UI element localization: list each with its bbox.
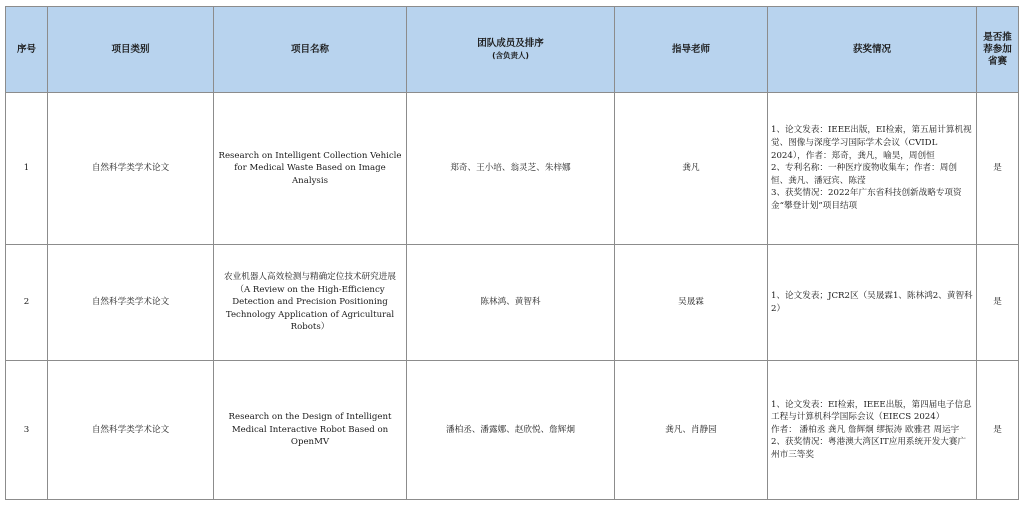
cell-members: 陈林鸿、黄智科 <box>407 245 615 361</box>
cell-advisor: 龚凡、肖静园 <box>615 361 768 500</box>
cell-name: Research on the Design of Intelligent Medical Interactive Robot Based on OpenMV <box>214 361 407 500</box>
cell-awards <box>768 361 977 500</box>
cell-category: 自然科学类学术论文 <box>48 245 214 361</box>
cell-recommend: 是 <box>977 93 1019 245</box>
cell-name: Research on Intelligent Collection Vehicle for Medical Waste Based on Image Analysis <box>214 93 407 245</box>
cell-recommend: 是 <box>977 245 1019 361</box>
header-index: 序号 <box>6 7 48 93</box>
cell-recommend: 是 <box>977 361 1019 500</box>
header-recommend: 是否推荐参加省赛 <box>977 7 1019 93</box>
table-row <box>6 93 1019 245</box>
awards-line: 1、论文发表：IEEE出版，EI检索，第五届计算机视觉、图像与深度学习国际学术会议（CVIDL 2024），作者：郑奇，龚凡，喻昊，周创恒 <box>771 125 972 161</box>
header-members <box>407 7 615 93</box>
header-members-title: 团队成员及排序 <box>477 38 544 49</box>
cell-name: 农业机器人高效检测与精确定位技术研究进展（A Review on the High-Efficiency Detection and Precision Positioning Technology Application of Agricultural Robots） <box>214 245 407 361</box>
awards-line: 1、论文发表；JCR2区（吴晟霖1、陈林鸿2、黄智科2） <box>771 290 973 314</box>
header-category: 项目类别 <box>48 7 214 93</box>
cell-awards <box>768 93 977 245</box>
header-name: 项目名称 <box>214 7 407 93</box>
header-advisor: 指导老师 <box>615 7 768 93</box>
awards-line: 2、专利名称：一种医疗废物收集车；作者：周创恒、龚凡、潘冠宾、陈滢 <box>771 163 957 186</box>
awards-line: 1、论文发表：EI检索，IEEE出版，第四届电子信息工程与计算机科学国际会议（EIECS 2024） <box>771 399 972 423</box>
cell-awards <box>768 245 977 361</box>
cell-index: 2 <box>6 245 48 361</box>
cell-advisor: 龚凡 <box>615 93 768 245</box>
cell-index: 3 <box>6 361 48 500</box>
awards-line: 作者： 潘柏丞 龚凡 詹辉炯 缪振涛 欧雅君 周运宇 <box>771 424 960 435</box>
cell-index: 1 <box>6 93 48 245</box>
cell-category: 自然科学类学术论文 <box>48 361 214 500</box>
table-row <box>6 361 1019 500</box>
cell-members: 潘柏丞、潘露娜、赵欣悦、詹辉炯 <box>407 361 615 500</box>
header-awards: 获奖情况 <box>768 7 977 93</box>
cell-members: 郑奇、王小培、翁灵芝、朱梓娜 <box>407 93 615 245</box>
header-row <box>6 7 1019 93</box>
header-members-note: (含负责人) <box>492 51 529 60</box>
table-row <box>6 245 1019 361</box>
cell-advisor: 吴晟霖 <box>615 245 768 361</box>
awards-line: 2、获奖情况：粤港澳大湾区IT应用系统开发大赛广州市三等奖 <box>771 437 967 460</box>
awards-line: 3、获奖情况：2022年广东省科技创新战略专项资金“攀登计划”项目结项 <box>771 188 962 211</box>
cell-category: 自然科学类学术论文 <box>48 93 214 245</box>
award-table <box>5 6 1019 500</box>
